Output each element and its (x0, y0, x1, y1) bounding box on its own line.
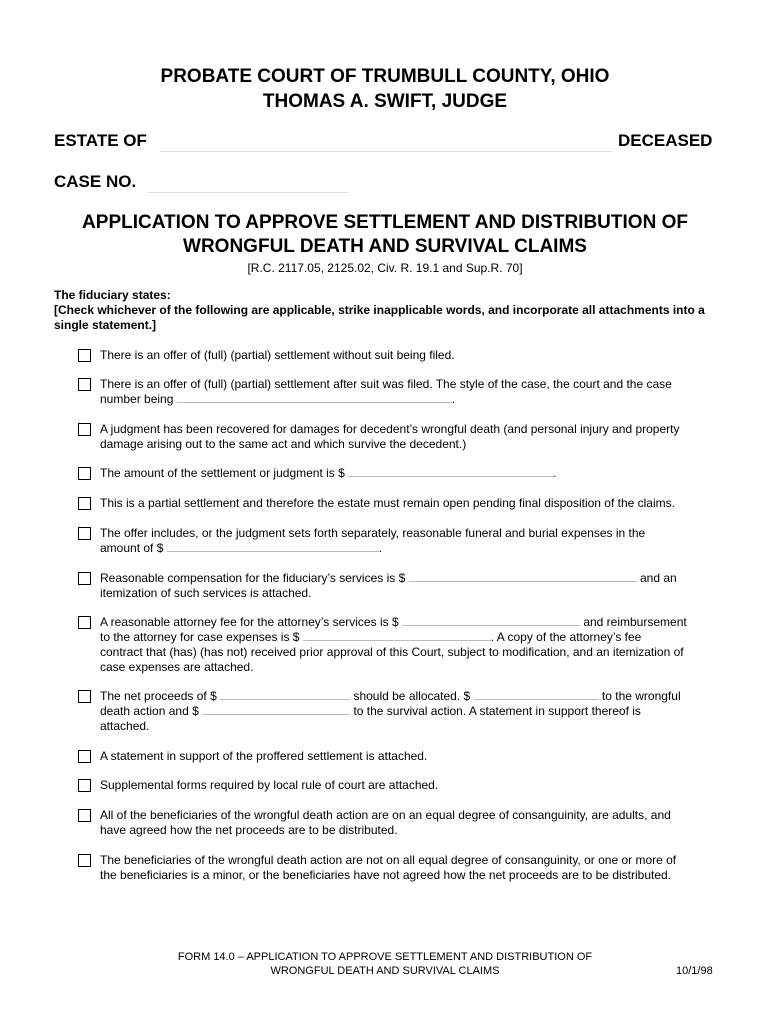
judge-name: THOMAS A. SWIFT, JUDGE (262, 91, 508, 112)
checkbox[interactable] (78, 779, 91, 792)
checkbox[interactable] (78, 572, 91, 585)
checkbox[interactable] (78, 467, 91, 480)
item-text: itemization of such services is attached. (100, 586, 312, 600)
checkbox[interactable] (78, 750, 91, 763)
settlement-amount-field[interactable] (348, 466, 553, 477)
checkbox[interactable] (78, 349, 91, 362)
form-title-line1: APPLICATION TO APPROVE SETTLEMENT AND DISTRIBUTION OF (82, 212, 688, 233)
estate-of-label: ESTATE OF (54, 131, 147, 150)
item-text: The beneficiaries of the wrongful death action are not on all equal degree of consanguinity, or one or more of (100, 853, 677, 867)
item-text: have agreed how the net proceeds are to be distributed. (100, 823, 398, 837)
statute-citation: [R.C. 2117.05, 2125.02, Civ. R. 19.1 and Sup.R. 70] (247, 261, 523, 275)
item-text: number being (100, 392, 174, 406)
item-text: and an (639, 571, 677, 585)
case-no-label: CASE NO. (54, 172, 137, 191)
wrongful-death-amount-field[interactable] (474, 689, 599, 700)
deceased-label: DECEASED (618, 131, 713, 150)
item-text: should be allocated. $ (353, 689, 471, 703)
item-text: There is an offer of (full) (partial) settlement after suit was filed. The style of the case, the court and the case (100, 377, 672, 391)
checkbox[interactable] (78, 616, 91, 629)
fiduciary-fee-field[interactable] (409, 571, 637, 582)
item-text: Reasonable compensation for the fiduciary’s services is $ (100, 571, 406, 585)
case-expenses-field[interactable] (303, 630, 491, 641)
attorney-fee-field[interactable] (402, 615, 580, 626)
checkbox[interactable] (78, 690, 91, 703)
item-text: The net proceeds of $ (100, 689, 217, 703)
footer-form-name: FORM 14.0 – APPLICATION TO APPROVE SETTLEMENT AND DISTRIBUTION OF (177, 951, 593, 963)
form-title-line2: WRONGFUL DEATH AND SURVIVAL CLAIMS (183, 236, 587, 257)
instructions: [Check whichever of the following are applicable, strike inapplicable words, and incorporate all attachments into a single statement.] (54, 303, 705, 332)
item-text: and reimbursement (583, 615, 687, 629)
funeral-amount-field[interactable] (167, 541, 379, 552)
item-text: amount of $ (100, 541, 164, 555)
item-text: to the survival action. A statement in support thereof is (353, 704, 641, 718)
net-proceeds-field[interactable] (220, 689, 350, 700)
item-text: the beneficiaries is a minor, or the beneficiaries have not agreed how the net proceeds are to be distributed. (100, 868, 672, 882)
checkbox[interactable] (78, 527, 91, 540)
item-text: This is a partial settlement and therefore the estate must remain open pending final disposition of the claims. (100, 496, 675, 510)
item-text: The amount of the settlement or judgment is $ (100, 466, 345, 480)
item-text: to the attorney for case expenses is $ (100, 630, 300, 644)
court-name: PROBATE COURT OF TRUMBULL COUNTY, OHIO (160, 66, 610, 87)
item-text: All of the beneficiaries of the wrongful death action are on an equal degree of consanguinity, are adults, and (100, 808, 671, 822)
checkbox[interactable] (78, 378, 91, 391)
checkbox[interactable] (78, 423, 91, 436)
item-text: case expenses are attached. (100, 660, 254, 674)
item-text: The offer includes, or the judgment sets forth separately, reasonable funeral and burial expenses in the (100, 526, 646, 540)
item-text: A judgment has been recovered for damages for decedent’s wrongful death (and personal injury and property (100, 422, 680, 436)
item-text: . A copy of the attorney’s fee (490, 630, 642, 644)
item-text: A statement in support of the proffered settlement is attached. (100, 749, 428, 763)
checkbox[interactable] (78, 809, 91, 822)
item-text: There is an offer of (full) (partial) settlement without suit being filed. (100, 348, 455, 362)
footer-form-name-line2: WRONGFUL DEATH AND SURVIVAL CLAIMS (270, 965, 500, 977)
footer-date: 10/1/98 (676, 965, 713, 977)
item-text: damage arising out to the same act and which survive the decedent.) (100, 437, 467, 451)
item-text: death action and $ (100, 704, 199, 718)
item-text: A reasonable attorney fee for the attorney’s services is $ (100, 615, 399, 629)
item-text: contract that (has) (has not) received prior approval of this Court, subject to modification, and an itemization of (100, 645, 684, 659)
decedent-name-field[interactable] (160, 131, 612, 152)
item-text: attached. (100, 719, 150, 733)
case-number-field[interactable] (148, 172, 348, 193)
item-text: to the wrongful (601, 689, 681, 703)
checkbox[interactable] (78, 497, 91, 510)
survival-amount-field[interactable] (202, 704, 350, 715)
case-style-field[interactable] (177, 392, 452, 403)
fiduciary-states: The fiduciary states: (54, 288, 171, 302)
checkbox[interactable] (78, 854, 91, 867)
item-text: Supplemental forms required by local rule of court are attached. (100, 778, 439, 792)
